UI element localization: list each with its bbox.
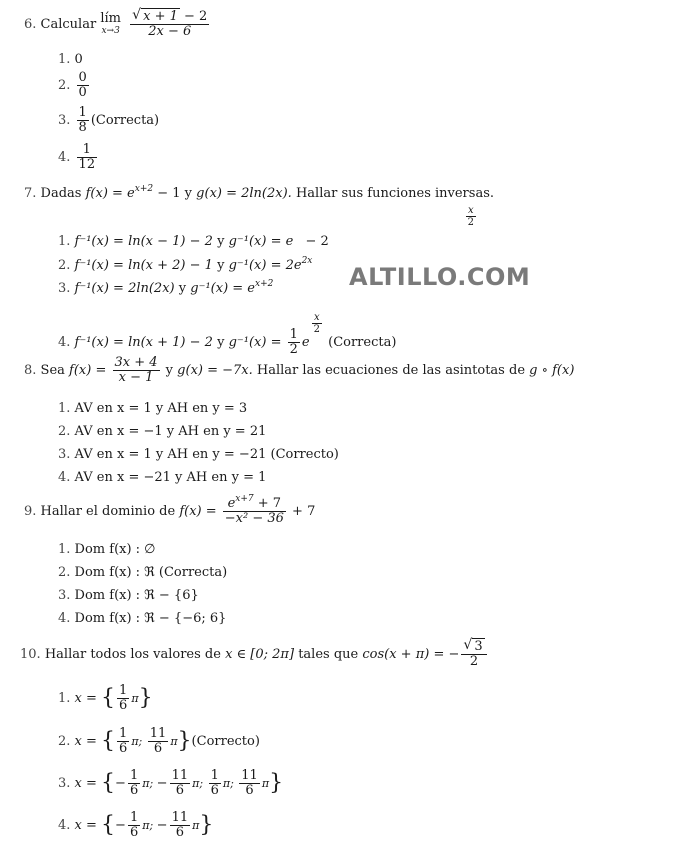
limit-fraction: √ x + 1 − 2 2x − 6 — [132, 7, 208, 39]
option: 1. AV en x = 1 y AH en y = 3 — [58, 401, 248, 416]
term-sign: − — [115, 818, 126, 833]
pi-symbol: π — [261, 777, 270, 790]
close-brace: } — [269, 770, 284, 796]
term-sign: − — [156, 818, 168, 833]
term-fraction: $\frac{11}{6}$ — [149, 726, 167, 756]
open-brace: { — [101, 685, 116, 711]
open-brace: { — [101, 812, 116, 838]
option-lhs: x = — [74, 734, 102, 749]
question-9: 9. Hallar el dominio de f(x) = $\frac{e^{x+7} + 7}{\text{−x² − 36}}$ + 7 — [24, 494, 316, 526]
correct-note: (Correcto) — [191, 734, 260, 749]
option: 1. Dom f(x) : ∅ — [58, 542, 156, 557]
question-7: 7. Dadas $f(x) = e^{x+2} - 1$ y g(x) = 2ln(2x). Hallar sus funciones inversas. — [24, 184, 494, 201]
option: 3. f⁻¹(x) = 2ln(2x) y $g^{-1}(x) = e^{x+2}$ — [58, 279, 274, 296]
option — [58, 727, 260, 756]
option-lhs: x = — [74, 776, 102, 791]
option: 2. f⁻¹(x) = ln(x + 2) − 1 y $g^{-1}(x) = 2e^{2x}$ — [58, 256, 313, 273]
question-number: 7. — [24, 186, 37, 201]
pi-symbol: π — [170, 735, 178, 748]
option: 3. AV en x = 1 y AH en y = −21 (Correcto) — [58, 447, 339, 462]
pi-symbol: π — [131, 692, 139, 705]
option: 2. $\frac{0}{0}$ — [58, 70, 87, 100]
option: 3. $\frac{1}{8}$ (Correcta) — [58, 105, 160, 135]
close-brace: } — [177, 728, 192, 754]
question-prompt: Calcular — [40, 17, 97, 32]
pi-symbol: π; — [222, 777, 238, 790]
term-fraction: $\frac{1}{6}$ — [119, 683, 128, 713]
pi-symbol: π; — [131, 735, 146, 748]
pi-symbol: π — [192, 819, 200, 832]
term-fraction: $\frac{1}{6}$ — [119, 726, 128, 756]
open-brace: { — [101, 728, 116, 754]
question-number: 6. — [24, 17, 37, 32]
option: 4. Dom f(x) : ℜ − {−6; 6} — [58, 611, 227, 626]
pi-symbol: π; — [192, 777, 207, 790]
close-brace: } — [199, 812, 214, 838]
option: 1. 0 — [58, 52, 83, 67]
option: 2. AV en x = −1 y AH en y = 21 — [58, 424, 267, 439]
term-sign: − — [115, 776, 126, 791]
limit-operator: lím x→3 — [100, 10, 121, 36]
term-fraction: $\frac{11}{6}$ — [171, 810, 189, 840]
pi-symbol: π; — [142, 819, 157, 832]
option-lhs: x = — [74, 818, 102, 833]
option-number: 3. — [58, 776, 75, 791]
term-fraction: $\frac{11}{6}$ — [171, 768, 189, 798]
option — [58, 684, 153, 713]
term-fraction: $\frac{1}{6}$ — [129, 768, 139, 798]
question-6 — [24, 7, 211, 39]
option-number: 2. — [58, 734, 75, 749]
option: 3. Dom f(x) : ℜ − {6} — [58, 588, 199, 603]
question-number: 9. — [24, 504, 37, 519]
close-brace: } — [138, 685, 153, 711]
option: 4. $\frac{1}{12}$ — [58, 142, 96, 172]
term-sign: − — [156, 776, 168, 791]
term-fraction: $\frac{1}{6}$ — [210, 768, 219, 798]
option: 2. Dom f(x) : ℜ (Correcta) — [58, 565, 228, 580]
option: 4. f⁻¹(x) = ln(x + 1) − 2 y g⁻¹(x) = $\frac{1}{2}$ e $\frac{x}{2}$ (Correcta) — [58, 312, 397, 357]
term-fraction: $\frac{11}{6}$ — [241, 768, 258, 798]
option: 1. f⁻¹(x) = ln(x − 1) − 2 y g⁻¹(x) = e $\frac{x}{2}$ − 2 — [58, 205, 474, 249]
pi-symbol: π; — [142, 777, 157, 790]
watermark: ALTILLO.COM — [349, 263, 531, 291]
option-number: 4. — [58, 818, 75, 833]
option — [58, 769, 283, 798]
question-8: 8. Sea f(x) = $\frac{3x + 4}{x - 1}$ y g(x) = −7x. Hallar las ecuaciones de las asintotas de g ∘ f(x) — [24, 355, 575, 385]
term-fraction: $\frac{1}{6}$ — [129, 810, 139, 840]
option — [58, 811, 213, 840]
question-10: 10. Hallar todos los valores de x ∈ [0; 2π] tales que cos(x + π) = − √ 3 2 — [20, 640, 489, 669]
open-brace: { — [101, 770, 116, 796]
option-lhs: x = — [74, 691, 102, 706]
option-number: 1. — [58, 691, 75, 706]
option: 4. AV en x = −21 y AH en y = 1 — [58, 470, 267, 485]
question-number: 10. — [20, 647, 41, 662]
question-number: 8. — [24, 363, 37, 378]
